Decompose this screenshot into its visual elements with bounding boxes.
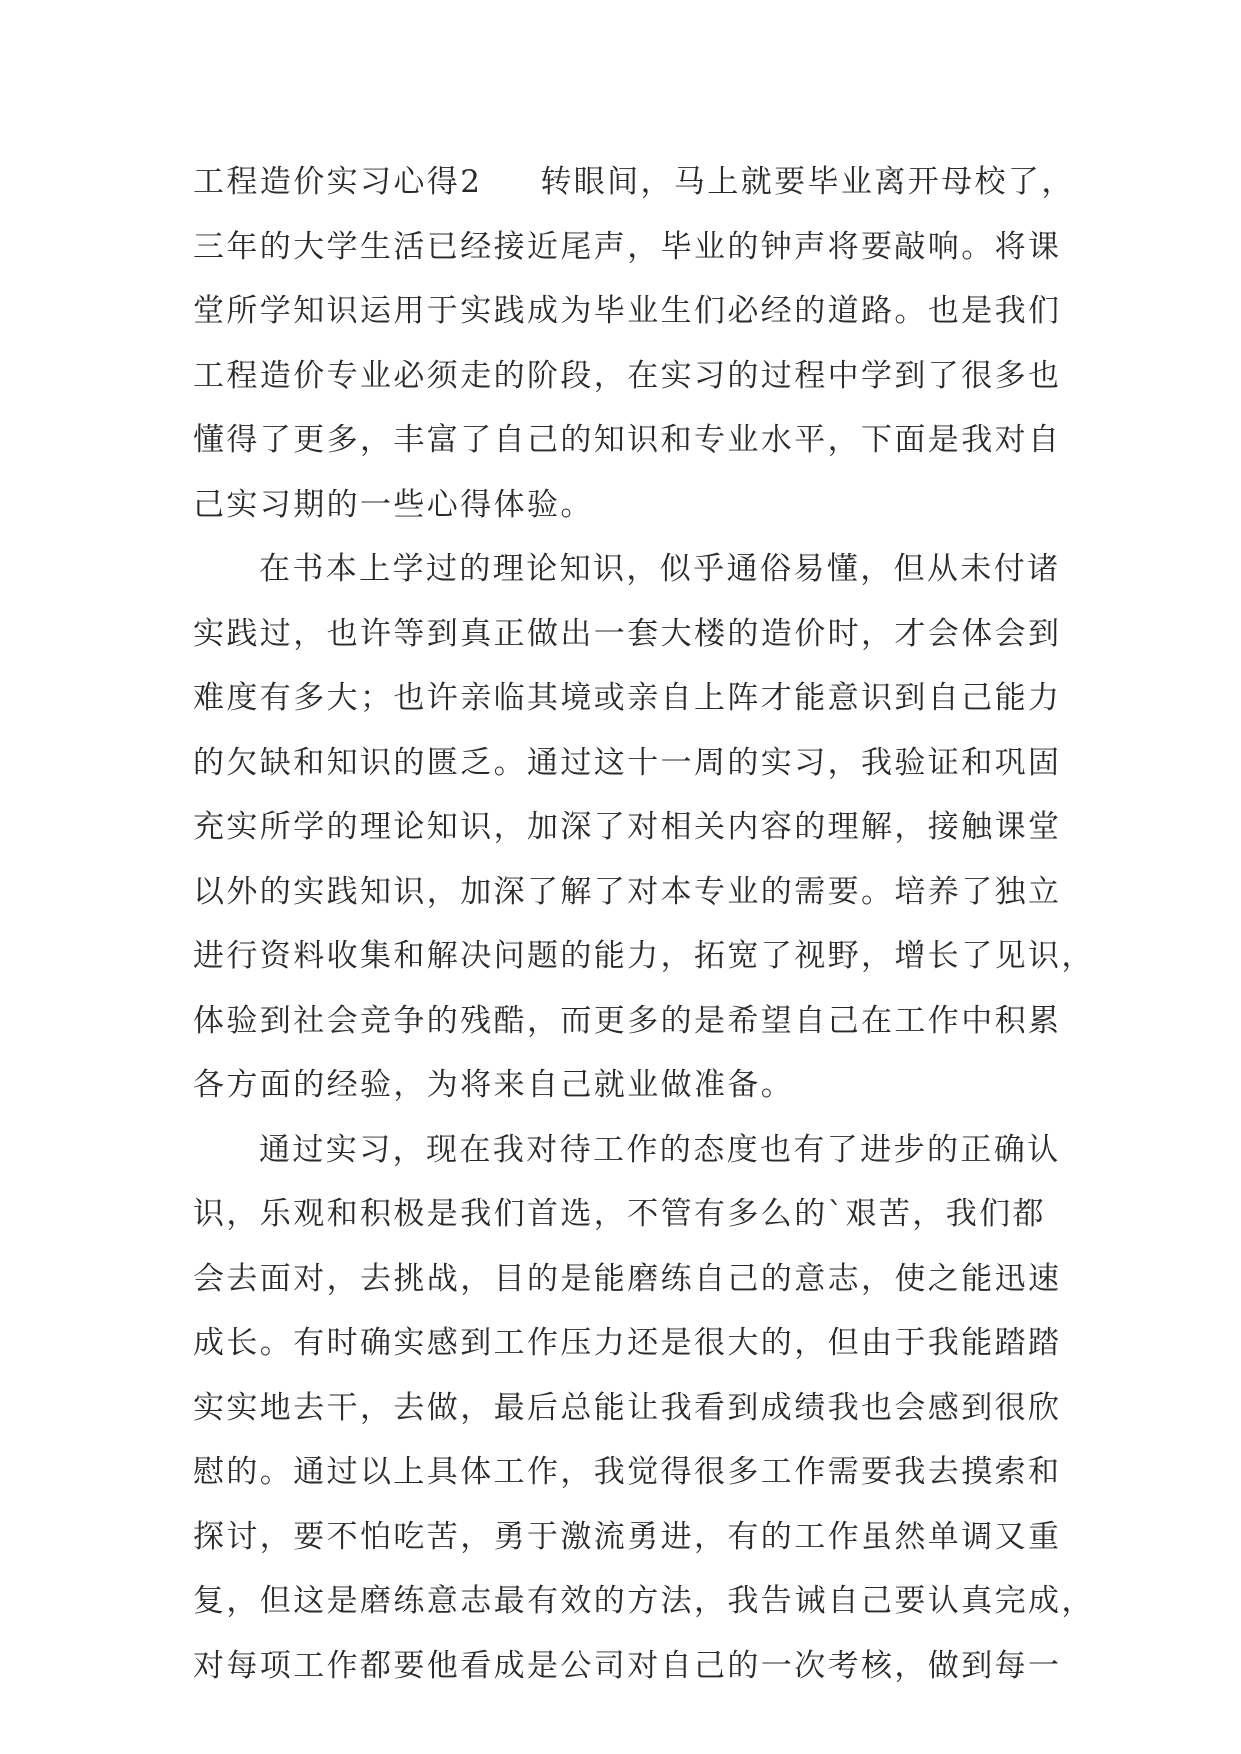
paragraph-line: 己实习期的一些心得体验。: [193, 486, 594, 523]
document-body: [193, 150, 1095, 1698]
paragraph-line: 三年的大学生活已经接近尾声，毕业的钟声将要敲响。将课: [193, 228, 1062, 265]
paragraph-line: 充实所学的理论知识，加深了对相关内容的理解，接触课堂: [193, 809, 1062, 845]
paragraph-line: 通过实习，现在我对待工作的态度也有了进步的正确认: [259, 1131, 1061, 1168]
paragraph-line: 复，但这是磨练意志最有效的方法，我告诫自己要认真完成，: [193, 1583, 1095, 1619]
paragraph-line: 的欠缺和知识的匮乏。通过这十一周的实习，我验证和巩固: [193, 744, 1062, 781]
paragraph-line: 会去面对，去挑战，目的是能磨练自己的意志，使之能迅速: [193, 1260, 1062, 1297]
paragraph-line: 堂所学知识运用于实践成为毕业生们必经的道路。也是我们: [193, 293, 1062, 329]
paragraph-line: 懂得了更多，丰富了自己的知识和专业水平，下面是我对自: [193, 422, 1062, 458]
paragraph-line: 体验到社会竞争的残酷，而更多的是希望自己在工作中积累: [193, 1002, 1062, 1039]
paragraph-3: [193, 1118, 1095, 1699]
paragraph-line: 成长。有时确实感到工作压力还是很大的，但由于我能踏踏: [193, 1325, 1062, 1361]
paragraph-line: 难度有多大；也许亲临其境或亲自上阵才能意识到自己能力: [193, 680, 1062, 716]
paragraph-line: 慰的。通过以上具体工作，我觉得很多工作需要我去摸索和: [193, 1454, 1062, 1490]
paragraph-line: 识，乐观和积极是我们首选，不管有多么的`艰苦，我们都: [193, 1196, 1046, 1232]
paragraph-line: [193, 150, 1075, 215]
paragraph-line: 以外的实践知识，加深了解了对本专业的需要。培养了独立: [193, 873, 1062, 910]
paragraph-line: 探讨，要不怕吃苦，勇于激流勇进，有的工作虽然单调又重: [193, 1518, 1062, 1555]
paragraph-1: [193, 150, 1075, 537]
paragraph-2: [193, 537, 1095, 1118]
paragraph-line: 对每项工作都要他看成是公司对自己的一次考核，做到每一: [193, 1647, 1062, 1684]
paragraph-line: 进行资料收集和解决问题的能力，拓宽了视野，增长了见识，: [193, 938, 1095, 974]
paragraph-line: 实践过，也许等到真正做出一套大楼的造价时，才会体会到: [193, 615, 1062, 652]
paragraph-line: 工程造价专业必须走的阶段，在实习的过程中学到了很多也: [193, 357, 1062, 394]
paragraph-line-text: 转眼间，马上就要毕业离开母校了，: [540, 164, 1075, 200]
paragraph-line: 在书本上学过的理论知识，似乎通俗易懂，但从未付诸: [259, 551, 1061, 587]
document-title: 工程造价实习心得2: [193, 164, 483, 200]
paragraph-line: 各方面的经验，为将来自己就业做准备。: [193, 1067, 795, 1103]
paragraph-line: 实实地去干，去做，最后总能让我看到成绩我也会感到很欣: [193, 1389, 1062, 1426]
